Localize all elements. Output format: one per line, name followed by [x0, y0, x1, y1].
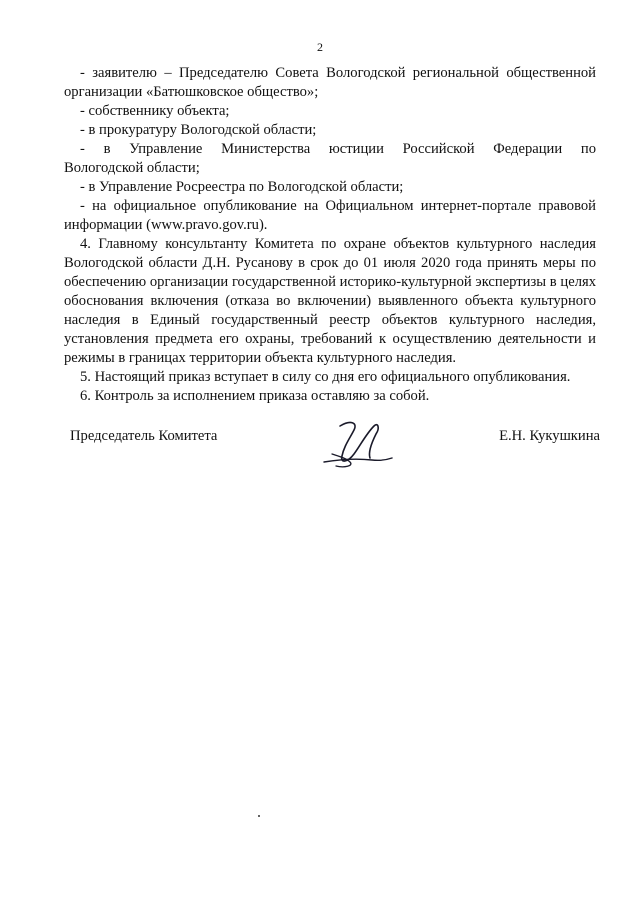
- clause-4: 4. Главному консультанту Комитета по охране объектов культурного наследия Вологодской области Д.Н. Русанову в срок до 01 июля 2020 года принять меры по обеспечению организации государственной историко-культурной экспертизы в целях обоснования включения (отказа во включении) выявленного объекта культурного наследия в Единый государственный реестр объектов культурного наследия, установления предмета его охраны, требований к осуществлению деятельности и режимы в границах территории объекта культурного наследия.: [64, 236, 596, 366]
- document-body: [64, 64, 596, 406]
- recipient-publication-line-2: информации (www.pravo.gov.ru).: [64, 217, 268, 233]
- recipient-justice-line-2: Вологодской области;: [64, 160, 200, 176]
- recipient-applicant-line-1: - заявителю – Председателю Совета Вологодской региональной общественной: [80, 65, 596, 81]
- clause-5: 5. Настоящий приказ вступает в силу со дня его официального опубликования.: [80, 369, 571, 385]
- clause-6: 6. Контроль за исполнением приказа оставляю за собой.: [80, 388, 430, 404]
- recipient-owner: - собственнику объекта;: [80, 103, 230, 119]
- recipient-publication-line-1: - на официальное опубликование на Официальном интернет-портале правовой: [80, 198, 596, 214]
- recipient-justice-line-1: - в Управление Министерства юстиции Российской Федерации по: [80, 141, 596, 157]
- signatory-name: Е.Н. Кукушкина: [499, 428, 600, 444]
- page-number: 2: [317, 40, 323, 54]
- recipient-applicant-line-2: организации «Батюшковское общество»;: [64, 84, 319, 100]
- signature-block: [70, 420, 600, 480]
- recipient-rosreestr: - в Управление Росреестра по Вологодской области;: [80, 179, 404, 195]
- recipient-prosecutor: - в прокуратуру Вологодской области;: [80, 122, 317, 138]
- handwritten-signature: [320, 416, 398, 476]
- scan-speck: [258, 815, 260, 817]
- signatory-title: Председатель Комитета: [70, 428, 218, 444]
